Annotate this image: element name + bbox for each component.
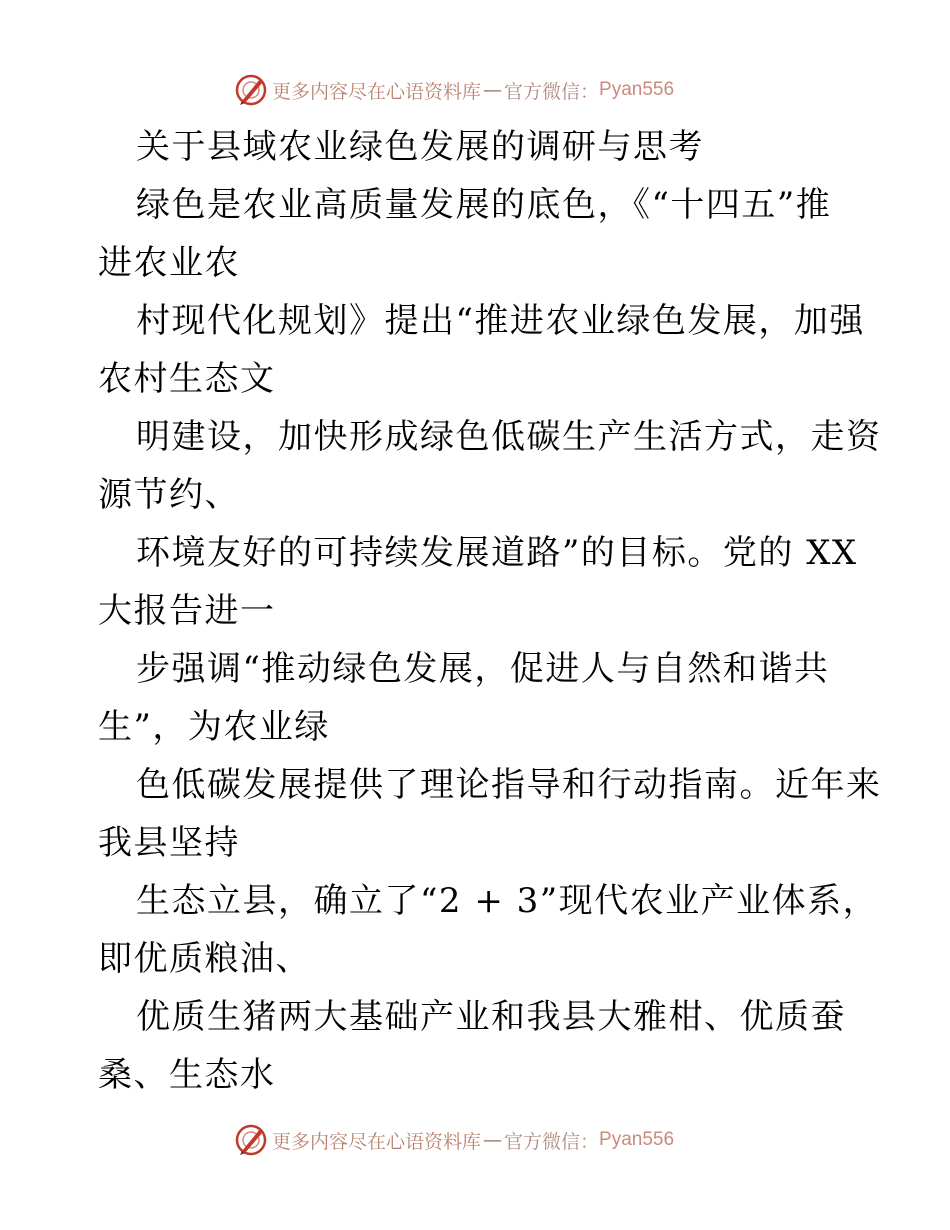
- paragraph-line: 桑、生态水: [98, 1055, 276, 1095]
- wechat-label: 官方微信：: [504, 1130, 600, 1153]
- paragraph-line: 源节约、: [98, 475, 240, 515]
- paragraph-line: 进农业农: [98, 243, 240, 283]
- paragraph-line: 我县坚持: [98, 823, 240, 863]
- paragraph-line: 优质生猪两大基础产业和我县大雅柑、优质蚕: [136, 997, 846, 1037]
- paragraph-line: 色低碳发展提供了理论指导和行动指南。近年来: [136, 765, 882, 805]
- wechat-label: 官方微信：: [504, 80, 600, 103]
- wechat-id: Pyan556: [599, 1129, 675, 1150]
- paragraph-line: 生”，为农业绿: [98, 707, 330, 747]
- paragraph-line: 绿色是农业高质量发展的底色，《“十四五”推: [136, 185, 832, 225]
- document-title: 关于县域农业绿色发展的调研与思考: [136, 127, 704, 167]
- header-banner: [234, 72, 714, 108]
- paragraph-line: 大报告进一: [98, 591, 276, 631]
- wechat-id: Pyan556: [599, 79, 675, 100]
- footer-banner: [234, 1122, 714, 1158]
- paragraph-line: 明建设，加快形成绿色低碳生产生活方式，走资: [136, 417, 882, 457]
- promo-text: 更多内容尽在心语资料库: [272, 80, 482, 103]
- paragraph-line: 环境友好的可持续发展道路”的目标。党的 XX: [136, 533, 858, 573]
- separator-dash: —: [483, 79, 503, 101]
- paragraph-line: 即优质粮油、: [98, 939, 311, 979]
- paragraph-line: 生态立县，确立了“2 + 3”现代农业产业体系，: [136, 881, 879, 921]
- paragraph-line: 步强调“推动绿色发展，促进人与自然和谐共: [136, 649, 830, 689]
- pen-logo-icon: [234, 73, 268, 107]
- separator-dash: —: [483, 1129, 503, 1151]
- document-body: [98, 118, 882, 1104]
- promo-text: 更多内容尽在心语资料库: [272, 1130, 482, 1153]
- pen-logo-icon: [234, 1123, 268, 1157]
- paragraph-line: 农村生态文: [98, 359, 276, 399]
- paragraph-line: 村现代化规划》提出“推进农业绿色发展，加强: [136, 301, 865, 341]
